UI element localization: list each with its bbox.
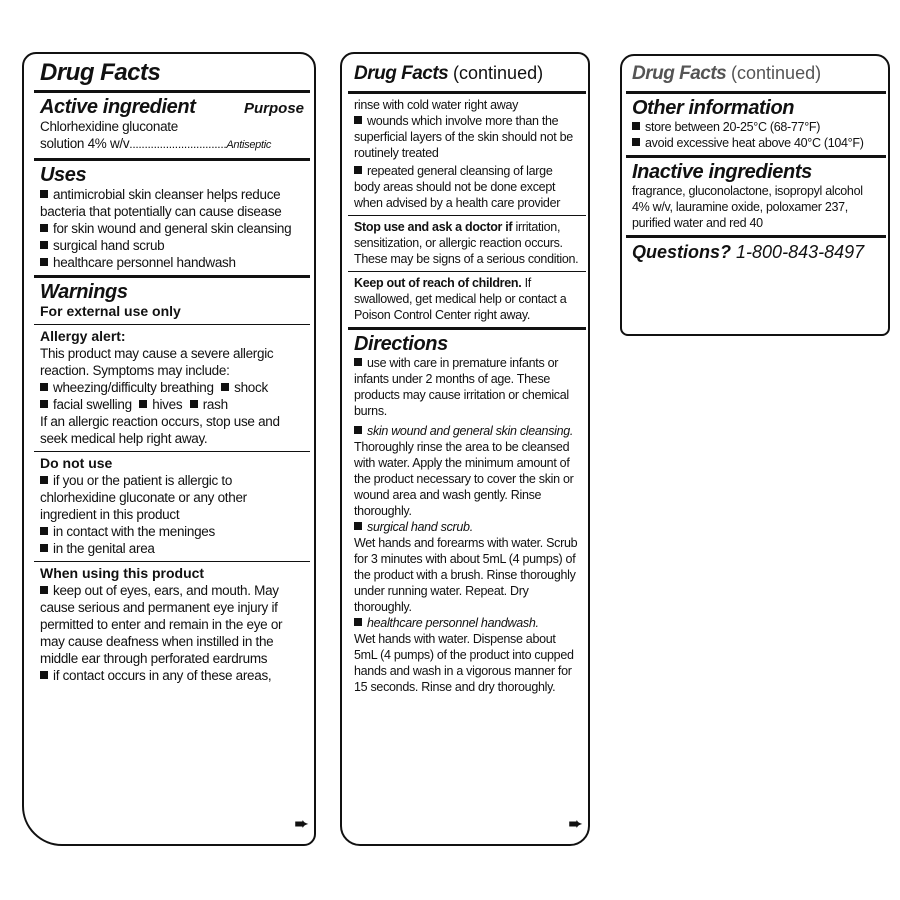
continue-arrow-icon: ➨ <box>568 816 582 833</box>
list-item: surgical hand scrub <box>40 237 304 254</box>
list-item: healthcare personnel handwash <box>40 254 304 271</box>
purpose-heading: Purpose <box>243 100 304 117</box>
when-using-heading: When using this product <box>40 565 205 581</box>
list-item: skin wound and general skin cleansing. <box>354 423 580 439</box>
allergy-alert-heading: Allergy alert: <box>40 328 126 344</box>
continued-line: rinse with cold water right away <box>354 98 519 112</box>
symptoms-row: wheezing/difficulty breathing shock <box>40 379 304 396</box>
symptoms-row: facial swelling hives rash <box>40 396 304 413</box>
phone-number: 1-800-843-8497 <box>736 242 865 262</box>
list-item: in the genital area <box>40 540 304 557</box>
list-item: in contact with the meninges <box>40 523 304 540</box>
stop-use-section: Stop use and ask a doctor if irritation, sensitization, or allergic reaction occurs. These may be signs of a serious condition. <box>354 220 579 266</box>
direction-text: Thoroughly rinse the area to be cleansed with water. Apply the minimum amount of the product necessary to cover the skin or wound area and wash gently. Rinse thoroughly. <box>354 440 574 518</box>
drug-facts-panel-2 <box>340 52 590 846</box>
direction-text: Wet hands with water. Dispense about 5mL (4 pumps) of the product into cupped hands and wash in a vigorous manner for 15 seconds. Rinse and dry thoroughly. <box>354 632 574 694</box>
list-item: if contact occurs in any of these areas, <box>40 667 304 684</box>
active-ingredient-heading: Active ingredient <box>40 96 196 118</box>
panel-title: Drug Facts (continued) <box>354 63 544 84</box>
drug-facts-panel-3 <box>620 54 890 336</box>
list-item: keep out of eyes, ears, and mouth. May cause serious and permanent eye injury if permitted to enter and remain in the eye or may cause deafness when instilled in the middle ear through perforated eardrums <box>40 583 283 666</box>
warnings-heading: Warnings <box>40 281 128 303</box>
list-item: surgical hand scrub. <box>354 519 580 535</box>
panel-title: Drug Facts <box>40 59 161 86</box>
active-ingredient-strength: solution 4% w/v................................Antiseptic <box>40 136 272 151</box>
continue-arrow-icon: ➨ <box>294 816 308 833</box>
list-item: repeated general cleansing of large body areas should not be done except when advised by a health care provider <box>354 164 561 210</box>
panel-title: Drug Facts (continued) <box>632 63 822 84</box>
list-item: use with care in premature infants or infants under 2 months of age. These products may cause irritation or chemical burns. <box>354 356 569 418</box>
list-item: healthcare personnel handwash. <box>354 615 580 631</box>
inactive-ingredients-heading: Inactive ingredients <box>632 161 812 183</box>
uses-heading: Uses <box>40 164 87 186</box>
purpose-value: Antiseptic <box>226 139 272 151</box>
do-not-use-heading: Do not use <box>40 455 113 471</box>
questions-line: Questions? 1-800-843-8497 <box>632 242 865 262</box>
active-ingredient-line: Chlorhexidine gluconate <box>40 119 178 134</box>
allergy-alert-text: This product may cause a severe allergic reaction. Symptoms may include: <box>40 346 274 378</box>
allergy-followup: If an allergic reaction occurs, stop use and seek medical help right away. <box>40 414 280 446</box>
directions-heading: Directions <box>354 333 448 355</box>
list-item: store between 20-25°C (68-77°F) <box>632 119 880 135</box>
list-item: antimicrobial skin cleanser helps reduce bacteria that potentially can cause disease <box>40 187 282 219</box>
list-item: wounds which involve more than the superficial layers of the skin should not be routinely treated <box>354 114 573 160</box>
drug-facts-panel-1 <box>22 52 316 846</box>
direction-text: Wet hands and forearms with water. Scrub for 3 minutes with about 5mL (4 pumps) of the product with a brush. Rinse thoroughly under running water. Repeat. Dry thoroughly. <box>354 536 578 614</box>
list-item: for skin wound and general skin cleansing <box>40 220 304 237</box>
list-item: avoid excessive heat above 40°C (104°F) <box>632 135 880 151</box>
other-information-heading: Other information <box>632 97 795 119</box>
inactive-ingredients-text: fragrance, gluconolactone, isopropyl alcohol 4% w/v, lauramine oxide, poloxamer 237, purified water and red 40 <box>632 184 863 230</box>
keep-out-section: Keep out of reach of children. If swallowed, get medical help or contact a Poison Control Center right away. <box>354 276 567 322</box>
external-use-note: For external use only <box>40 303 181 319</box>
list-item: if you or the patient is allergic to chlorhexidine gluconate or any other ingredient in this product <box>40 473 247 522</box>
